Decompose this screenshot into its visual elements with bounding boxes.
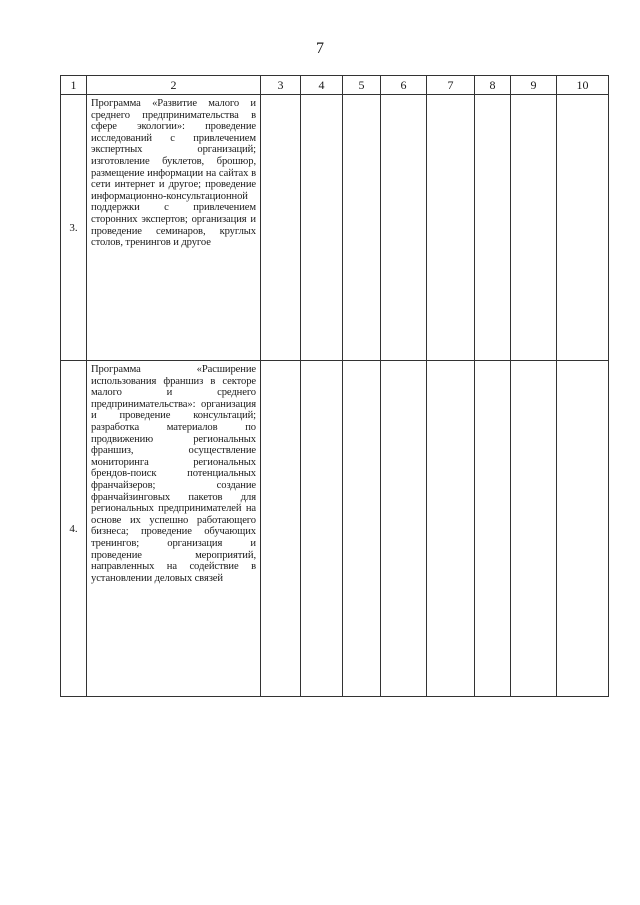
header-cell: 9: [511, 76, 557, 95]
empty-cell: [381, 95, 427, 361]
empty-cell: [381, 361, 427, 697]
row-number: 3.: [61, 95, 87, 361]
empty-cell: [343, 361, 381, 697]
empty-cell: [511, 95, 557, 361]
header-cell: 10: [557, 76, 609, 95]
empty-cell: [261, 95, 301, 361]
header-cell: 2: [87, 76, 261, 95]
empty-cell: [475, 361, 511, 697]
page-number: 7: [316, 40, 324, 57]
header-cell: 1: [61, 76, 87, 95]
empty-cell: [427, 361, 475, 697]
program-description: Программа «Расширение использования франшиз в секторе малого и среднего предпринимательства»: организация и проведение консультаций; разработка материалов по продвижению региональных франшиз, осуществление мониторинга региональных брендов-поиск потенциальных франчайзеров; создание франчайзинговых пакетов для региональных предпринимателей на основе их успешно работающего бизнеса; проведение обучающих тренингов; организация и проведение мероприятий, направленных на содействие в установлении деловых связей: [87, 361, 261, 697]
table-row: [61, 95, 609, 361]
empty-cell: [475, 95, 511, 361]
program-description: Программа «Развитие малого и среднего предпринимательства в сфере экологии»: проведение исследований с привлечением экспертных организаций; изготовление буклетов, брошюр, размещение информации на сайтах в сети интернет и другое; проведение информационно-консультационной поддержки с привлечением сторонних экспертов; организация и проведение семинаров, круглых столов, тренингов и другое: [87, 95, 261, 361]
row-number: 4.: [61, 361, 87, 697]
empty-cell: [427, 95, 475, 361]
header-row: [61, 76, 609, 95]
header-cell: 8: [475, 76, 511, 95]
empty-cell: [301, 361, 343, 697]
header-cell: 6: [381, 76, 427, 95]
empty-cell: [557, 95, 609, 361]
header-cell: 7: [427, 76, 475, 95]
empty-cell: [261, 361, 301, 697]
header-cell: 5: [343, 76, 381, 95]
header-cell: 4: [301, 76, 343, 95]
empty-cell: [557, 361, 609, 697]
program-table: [60, 75, 609, 697]
empty-cell: [511, 361, 557, 697]
empty-cell: [301, 95, 343, 361]
table-row: [61, 361, 609, 697]
header-cell: 3: [261, 76, 301, 95]
empty-cell: [343, 95, 381, 361]
